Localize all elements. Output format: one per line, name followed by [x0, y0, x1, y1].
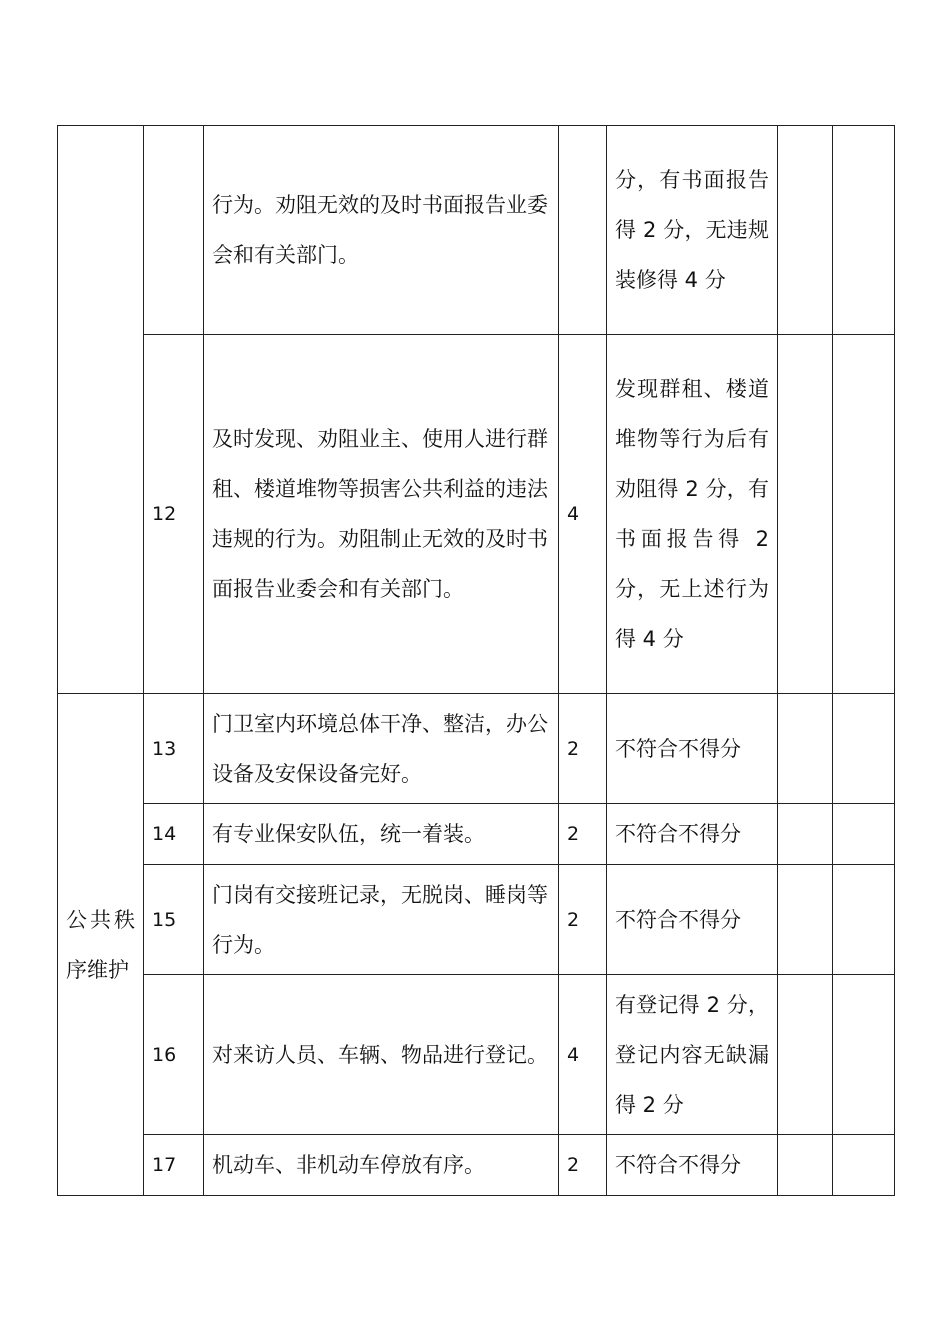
scoring-standard: 不符合不得分: [607, 694, 778, 804]
self-score-cell: [778, 126, 833, 335]
item-content: 门卫室内环境总体干净、整洁，办公设备及安保设备完好。: [204, 694, 559, 804]
item-number: 13: [144, 694, 204, 804]
review-score-cell: [833, 1135, 895, 1196]
self-score-cell: [778, 975, 833, 1135]
self-score-cell: [778, 335, 833, 694]
scoring-standard: 不符合不得分: [607, 865, 778, 975]
item-number: 16: [144, 975, 204, 1135]
scoring-standard: 有登记得 2 分，登记内容无缺漏得 2 分: [607, 975, 778, 1135]
score-table: [57, 125, 895, 1196]
self-score-cell: [778, 804, 833, 865]
item-score: [559, 126, 607, 335]
item-number: 12: [144, 335, 204, 694]
review-score-cell: [833, 804, 895, 865]
item-score: 2: [559, 694, 607, 804]
category-cell: 公共秩序维护: [58, 694, 144, 1196]
table-row: [58, 975, 895, 1135]
self-score-cell: [778, 694, 833, 804]
item-score: 4: [559, 335, 607, 694]
item-content: 对来访人员、车辆、物品进行登记。: [204, 975, 559, 1135]
item-number: 14: [144, 804, 204, 865]
table-row: [58, 1135, 895, 1196]
item-content: 行为。劝阻无效的及时书面报告业委会和有关部门。: [204, 126, 559, 335]
table-row: [58, 804, 895, 865]
self-score-cell: [778, 865, 833, 975]
review-score-cell: [833, 865, 895, 975]
item-number: 15: [144, 865, 204, 975]
item-content: 机动车、非机动车停放有序。: [204, 1135, 559, 1196]
item-score: 2: [559, 1135, 607, 1196]
scoring-standard: 发现群租、楼道堆物等行为后有劝阻得 2 分，有书面报告得 2 分，无上述行为得 4 分: [607, 335, 778, 694]
item-score: 4: [559, 975, 607, 1135]
table-row: [58, 865, 895, 975]
item-number: [144, 126, 204, 335]
scoring-standard: 不符合不得分: [607, 804, 778, 865]
item-score: 2: [559, 865, 607, 975]
scoring-standard: 分，有书面报告得 2 分，无违规装修得 4 分: [607, 126, 778, 335]
category-cell: [58, 126, 144, 694]
review-score-cell: [833, 975, 895, 1135]
table-row: [58, 694, 895, 804]
item-content: 有专业保安队伍，统一着装。: [204, 804, 559, 865]
item-content: 及时发现、劝阻业主、使用人进行群租、楼道堆物等损害公共利益的违法违规的行为。劝阻制止无效的及时书面报告业委会和有关部门。: [204, 335, 559, 694]
table-row: [58, 126, 895, 335]
item-content: 门岗有交接班记录，无脱岗、睡岗等行为。: [204, 865, 559, 975]
review-score-cell: [833, 694, 895, 804]
review-score-cell: [833, 335, 895, 694]
self-score-cell: [778, 1135, 833, 1196]
scoring-standard: 不符合不得分: [607, 1135, 778, 1196]
item-score: 2: [559, 804, 607, 865]
table-row: [58, 335, 895, 694]
review-score-cell: [833, 126, 895, 335]
item-number: 17: [144, 1135, 204, 1196]
